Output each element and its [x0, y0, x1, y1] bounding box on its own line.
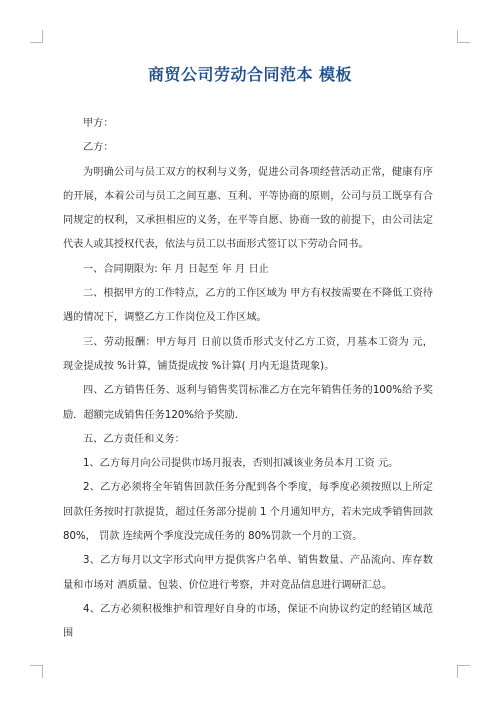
clause-sales-targets: 四、乙方销售任务、返利与销售奖罚标准乙方在完年销售任务的100%给予奖励．超额完成销售任务120%给予奖励．	[63, 385, 433, 421]
duty-item-2: 2、乙方必须将全年销售回款任务分配到各个季度，每季度必须按照以上所定回款任务按时打款提货，超过任务部分提前 1 个月通知甲方，若未完成季销售回款 80%， 罚款 连续两个季度没完成任务的 80%罚款一个月的工资。	[63, 482, 433, 543]
preamble-paragraph: 为明确公司与员工双方的权利与义务，促进公司各项经营活动正常，健康有序的开展，本着公司与员工之间互惠、互利、平等协商的原则，公司与员工既享有合同规定的权利，又承担相应的义务，在平等自愿、协商一致的前提下，由公司法定代表人或其授权代表，依法与员工以书面形式签订以下劳动合同书。	[63, 166, 433, 251]
duty-item-1: 1、乙方每月向公司提供市场月报表，否则扣减该业务员本月工资 元。	[83, 458, 399, 470]
clause-duties-heading: 五、乙方责任和义务：	[83, 433, 185, 445]
duty-item-4: 4、乙方必须积极维护和管理好自身的市场，保证不向协议约定的经销区域范围	[63, 603, 433, 640]
crop-mark-bottom-right	[457, 665, 470, 678]
clause-work-area: 二、根据甲方的工作特点，乙方的工作区域为 甲方有权按需要在不降低工资待遇的情况下，调整乙方工作岗位及工作区域。	[63, 288, 433, 324]
clause-remuneration: 三、劳动报酬：甲方每月 日前以货币形式支付乙方工资，月基本工资为 元，现金提成按 %计算，铺货提成按 %计算( 月内无退货现象)。	[63, 336, 433, 372]
clause-term: 一、合同期限为: 年 月 日起至 年 月 日止	[83, 263, 269, 275]
duty-item-3: 3、乙方每月以文字形式向甲方提供客户名单、销售数量、产品流向、库存数量和市场对 酒质量、包装、价位进行考察，并对竞品信息进行调研汇总。	[63, 555, 433, 591]
party-b-line: 乙方：	[83, 142, 114, 154]
crop-mark-bottom-left	[30, 665, 43, 678]
crop-mark-top-right	[457, 30, 470, 43]
crop-mark-top-left	[30, 30, 43, 43]
document-body	[63, 112, 433, 647]
party-a-line: 甲方：	[83, 118, 114, 129]
document-title: 商贸公司劳动合同范本 模板	[147, 65, 353, 84]
